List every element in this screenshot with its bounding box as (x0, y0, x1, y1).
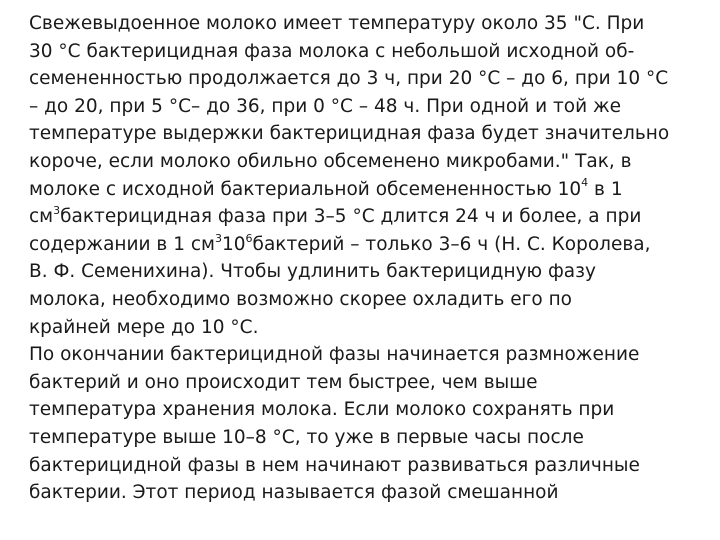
text-line (29, 148, 709, 176)
text-segment: По окончании бактерицидной фазы начинается размножение (29, 344, 640, 366)
superscript: 3 (53, 204, 61, 217)
text-line (29, 341, 709, 369)
superscript: 3 (215, 231, 222, 245)
text-segment: 30 °С бактерицидная фаза молока с небольшой исходной об- (29, 40, 635, 62)
text-line (29, 314, 709, 342)
text-segment: содержании в 1 см (29, 233, 215, 255)
text-line (29, 479, 709, 507)
text-segment: температура хранения молока. Если молоко сохранять при (29, 399, 615, 421)
text-line (29, 203, 709, 231)
text-line (29, 176, 709, 204)
text-line (29, 286, 709, 314)
text-segment: бактерицидной фазы в нем начинают развиваться различные (29, 454, 640, 476)
text-line (29, 369, 709, 397)
text-line (29, 38, 709, 66)
text-line (29, 93, 709, 121)
text-segment: бактерий и оно происходит тем быстрее, чем выше (29, 371, 538, 393)
text-segment: температуре выдержки бактерицидная фаза будет значительно (29, 123, 670, 145)
text-segment: Свежевыдоенное молоко имеет температуру около 35 "С. При (29, 13, 645, 34)
text-segment: – до 20, при 5 °С– до 36, при 0 °С – 48 ч. При одной и той же (29, 95, 622, 117)
superscript: 6 (245, 231, 253, 245)
text-segment: температуре выше 10–8 °С, то уже в первые часы после (29, 426, 584, 448)
text-segment: молока, необходимо возможно скорее охладить его по (29, 288, 572, 310)
body-text (29, 10, 709, 507)
text-line (29, 120, 709, 148)
text-line (29, 65, 709, 93)
text-segment: семененностью продолжается до 3 ч, при 20 °С – до 6, при 10 °С (29, 68, 669, 90)
superscript: 4 (581, 176, 589, 190)
text-segment: в 1 (588, 178, 623, 200)
text-segment: бактерии. Этот период называется фазой смешанной (29, 482, 559, 504)
text-segment: бактерицидная фаза при 3–5 °С длится 24 ч и более, а при (60, 206, 642, 228)
text-segment: 10 (222, 233, 246, 255)
text-line (29, 452, 709, 480)
text-line (29, 258, 709, 286)
text-segment: бактерий – только 3–6 ч (Н. С. Королева, (252, 233, 651, 255)
text-segment: В. Ф. Семенихина). Чтобы удлинить бактерицидную фазу (29, 261, 596, 283)
text-segment: молоке с исходной бактериальной обсемененностью 10 (29, 178, 582, 200)
text-line (29, 396, 709, 424)
text-line (29, 10, 709, 38)
text-segment: крайней мере до 10 °С. (29, 316, 259, 338)
text-segment: см (29, 206, 54, 228)
text-segment: короче, если молоко обильно обсеменено микробами." Так, в (29, 150, 632, 172)
text-line (29, 231, 709, 259)
text-line (29, 424, 709, 452)
